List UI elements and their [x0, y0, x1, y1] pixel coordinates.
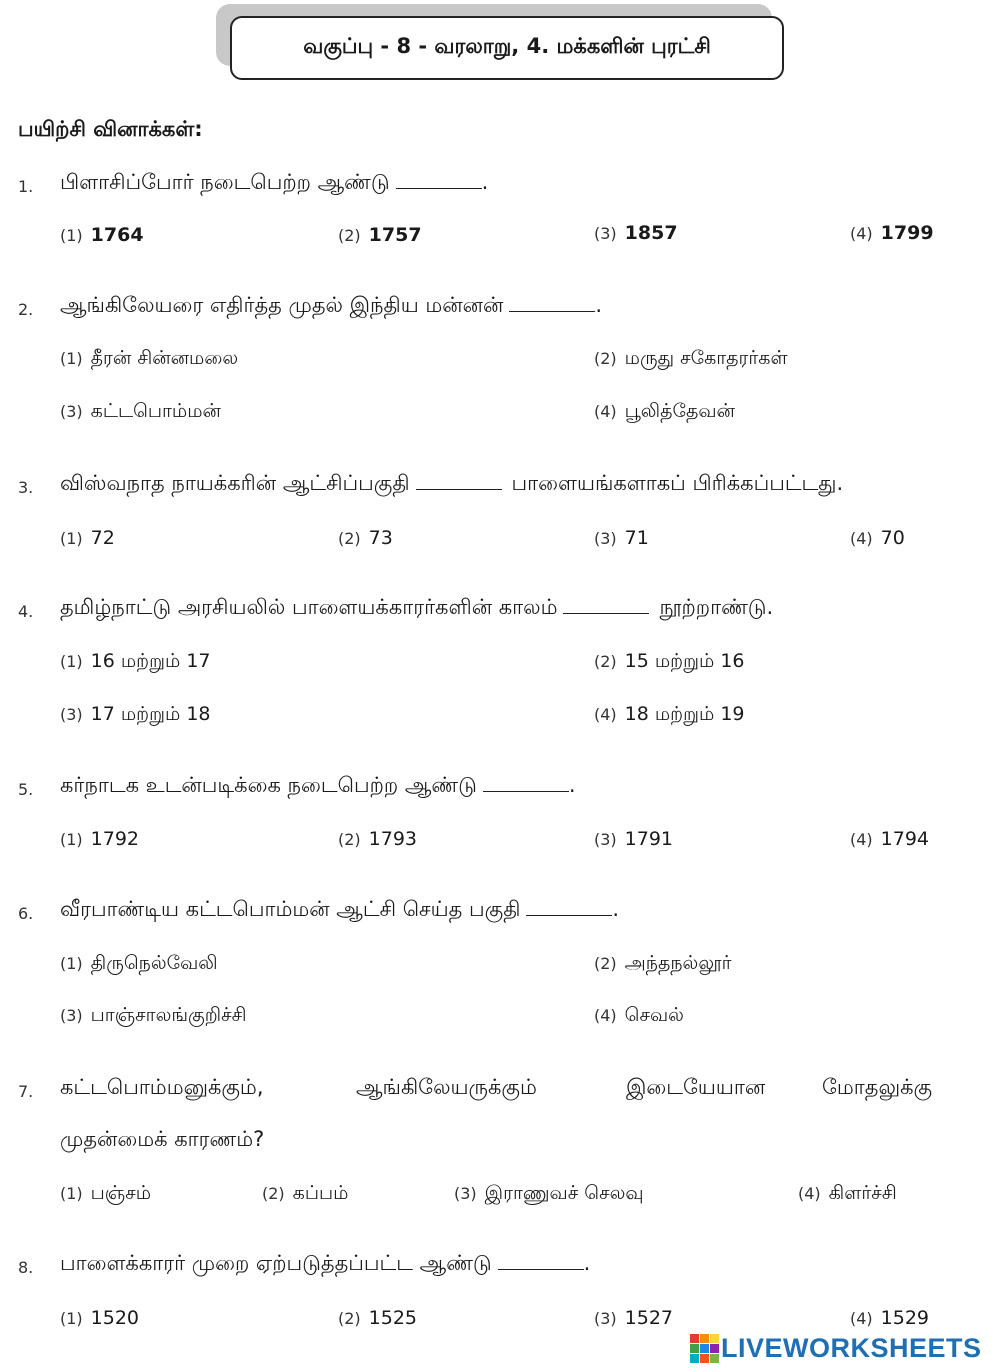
question-text-word: இடையேயான [626, 1075, 766, 1099]
question-number: 6. [18, 904, 34, 923]
option[interactable]: (2) 15 மற்றும் 16 [594, 650, 745, 672]
option[interactable]: (2) 1757 [338, 224, 422, 246]
question-number: 8. [18, 1258, 34, 1277]
logo-grid-icon [690, 1334, 719, 1363]
question-number: 5. [18, 780, 34, 799]
option[interactable]: (1) 1764 [60, 224, 144, 246]
answer-blank[interactable] [526, 915, 612, 916]
option[interactable]: (1) திருநெல்வேலி [60, 952, 218, 974]
answer-blank[interactable] [498, 1269, 584, 1270]
option[interactable]: (3) இராணுவச் செலவு [454, 1182, 644, 1204]
logo-text: LIVEWORKSHEETS [721, 1333, 982, 1363]
option[interactable]: (1) 16 மற்றும் 17 [60, 650, 211, 672]
question-text-line2: முதன்மைக் காரணம்? [60, 1127, 265, 1151]
option[interactable]: (1) தீரன் சின்னமலை [60, 347, 239, 369]
option[interactable]: (1) 1520 [60, 1307, 140, 1329]
title-box [230, 16, 784, 80]
option[interactable]: (3) 1791 [594, 828, 674, 850]
question-text-word: கட்டபொம்மனுக்கும், [60, 1075, 264, 1099]
option[interactable]: (1) 72 [60, 527, 115, 549]
section-title: பயிற்சி வினாக்கள்: [18, 117, 203, 141]
answer-blank[interactable] [416, 489, 502, 490]
option[interactable]: (1) பஞ்சம் [60, 1182, 152, 1204]
question-text: விஸ்வநாத நாயக்கரின் ஆட்சிப்பகுதி பாளையங்களாகப் பிரிக்கப்பட்டது. [60, 471, 844, 495]
option[interactable]: (3) 17 மற்றும் 18 [60, 703, 211, 725]
answer-blank[interactable] [483, 791, 569, 792]
page-title: வகுப்பு - 8 - வரலாறு, 4. மக்களின் புரட்சி [303, 34, 711, 58]
option[interactable]: (2) 73 [338, 527, 393, 549]
option[interactable]: (4) கிளர்ச்சி [798, 1182, 897, 1204]
option[interactable]: (2) மருது சகோதரர்கள் [594, 347, 788, 369]
option[interactable]: (2) 1525 [338, 1307, 418, 1329]
option[interactable]: (2) 1793 [338, 828, 418, 850]
question-text: வீரபாண்டிய கட்டபொம்மன் ஆட்சி செய்த பகுதி . [60, 897, 620, 921]
question-number: 7. [18, 1082, 34, 1101]
option[interactable]: (3) 1857 [594, 222, 678, 244]
answer-blank[interactable] [509, 311, 595, 312]
question-text: பாளைக்காரர் முறை ஏற்படுத்தப்பட்ட ஆண்டு . [60, 1251, 591, 1275]
option[interactable]: (4) 1529 [850, 1307, 930, 1329]
option[interactable]: (4) செவல் [594, 1004, 684, 1026]
option[interactable]: (4) 70 [850, 527, 905, 549]
option[interactable]: (4) 18 மற்றும் 19 [594, 703, 745, 725]
option[interactable]: (4) 1794 [850, 828, 930, 850]
option[interactable]: (3) பாஞ்சாலங்குறிச்சி [60, 1004, 247, 1026]
answer-blank[interactable] [396, 188, 482, 189]
question-number: 1. [18, 177, 34, 196]
option[interactable]: (4) பூலித்தேவன் [594, 400, 735, 422]
option[interactable]: (3) கட்டபொம்மன் [60, 400, 221, 422]
option[interactable]: (3) 1527 [594, 1307, 674, 1329]
question-text: தமிழ்நாட்டு அரசியலில் பாளையக்காரர்களின் காலம் நூற்றாண்டு. [60, 595, 774, 619]
question-text-word: மோதலுக்கு [822, 1075, 933, 1099]
option[interactable]: (1) 1792 [60, 828, 140, 850]
question-number: 4. [18, 602, 34, 621]
question-text: ஆங்கிலேயரை எதிர்த்த முதல் இந்திய மன்னன் . [60, 293, 603, 317]
option[interactable]: (3) 71 [594, 527, 649, 549]
question-text: பிளாசிப்போர் நடைபெற்ற ஆண்டு . [60, 170, 489, 194]
question-number: 3. [18, 478, 34, 497]
question-text-word: ஆங்கிலேயருக்கும் [356, 1075, 537, 1099]
option[interactable]: (2) கப்பம் [262, 1182, 349, 1204]
question-number: 2. [18, 300, 34, 319]
question-text: கர்நாடக உடன்படிக்கை நடைபெற்ற ஆண்டு . [60, 773, 576, 797]
option[interactable]: (2) அந்தநல்லூர் [594, 952, 732, 974]
option[interactable]: (4) 1799 [850, 222, 934, 244]
answer-blank[interactable] [563, 613, 649, 614]
liveworksheets-logo [690, 1333, 982, 1364]
